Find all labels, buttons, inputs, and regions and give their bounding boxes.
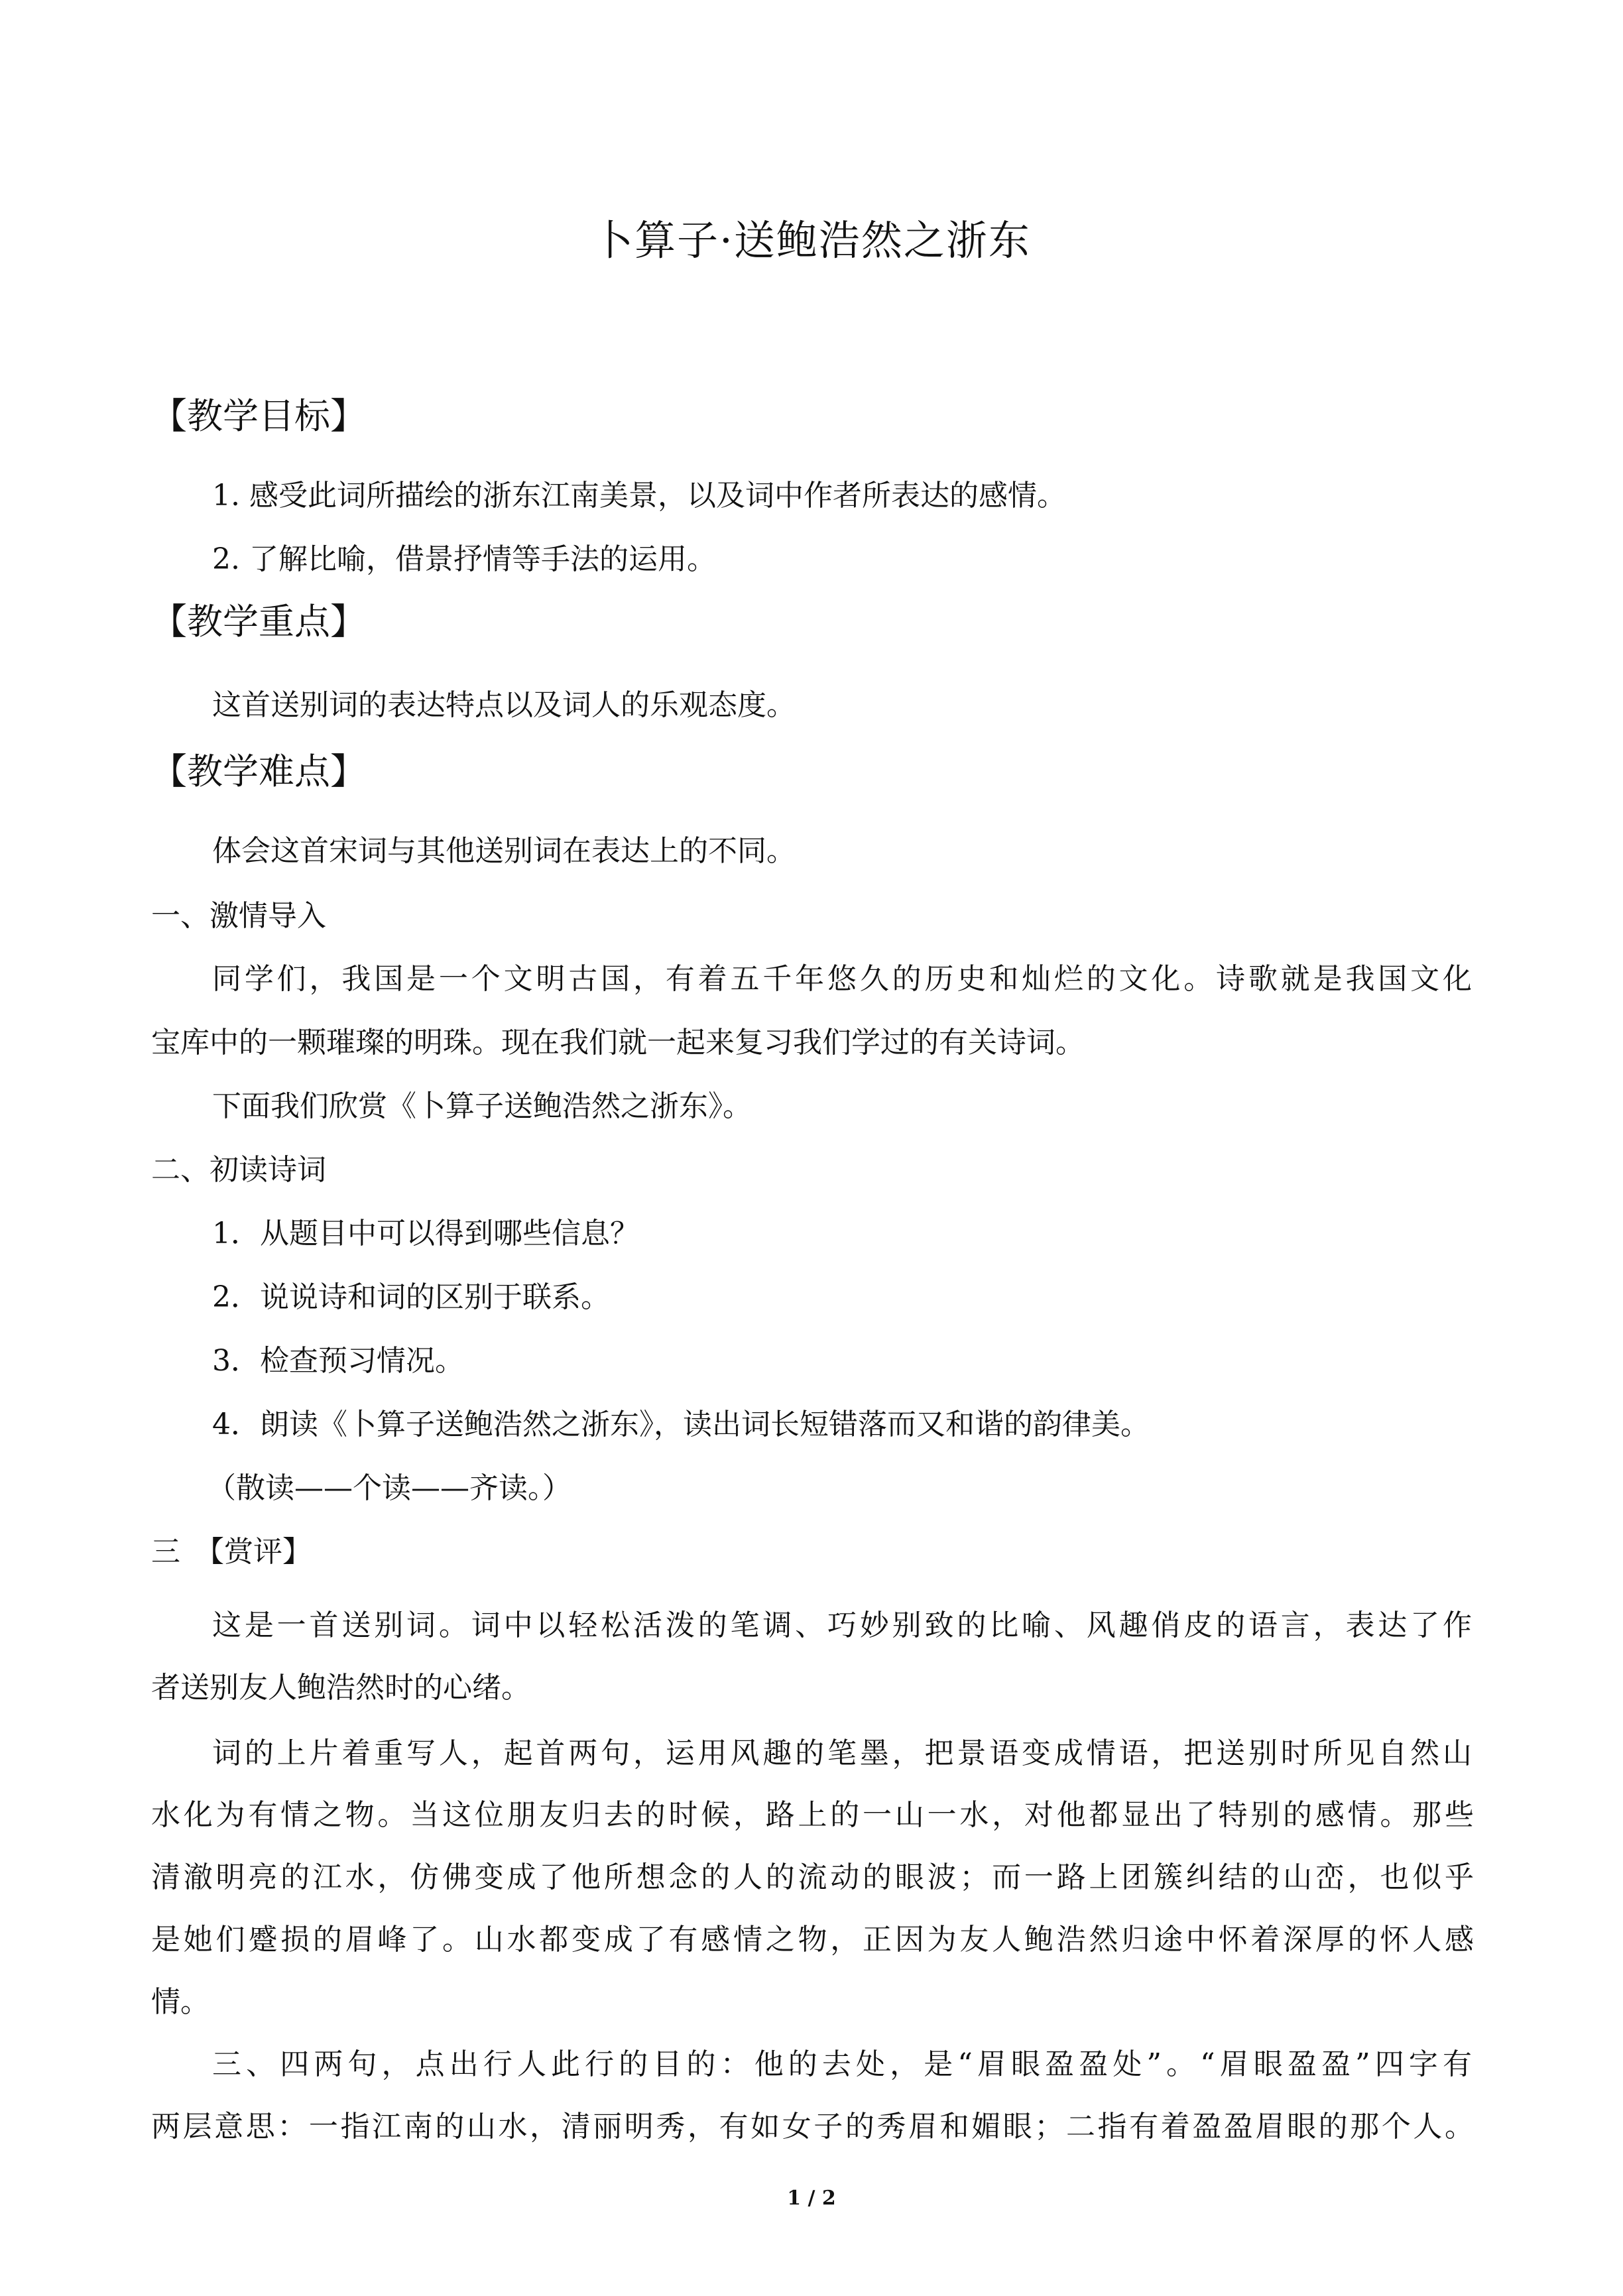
- key-points-text: 这首送别词的表达特点以及词人的乐观态度。: [212, 688, 796, 722]
- part2-note: （散读——个读——齐读。）: [207, 1471, 571, 1505]
- part2-item-2: 2．说说诗和词的区别于联系。: [212, 1280, 610, 1314]
- part3-p3-line1: 三、四两句，点出行人此行的目的：他的去处，是“眉眼盈盈处”。“眉眼盈盈”四字有: [212, 2047, 1472, 2081]
- difficulties-text: 体会这首宋词与其他送别词在表达上的不同。: [212, 834, 796, 868]
- page-number: 1 / 2: [787, 2187, 836, 2210]
- part2-item-1: 1．从题目中可以得到哪些信息？: [212, 1217, 639, 1250]
- difficulties-heading: 【教学难点】: [151, 751, 366, 792]
- part3-p3-line2: 两层意思：一指江南的山水，清丽明秀，有如女子的秀眉和媚眼；二指有着盈盈眉眼的那个人。: [151, 2110, 1474, 2144]
- objective-item-2: 2. 了解比喻，借景抒情等手法的运用。: [212, 542, 716, 576]
- objective-item-1: 1. 感受此词所描绘的浙东江南美景，以及词中作者所表达的感情。: [212, 479, 1066, 513]
- key-points-heading: 【教学重点】: [151, 601, 366, 642]
- part1-heading: 一、激情导入: [151, 899, 326, 933]
- part2-heading: 二、初读诗词: [151, 1153, 326, 1187]
- part3-heading: 三 【赏评】: [151, 1535, 312, 1569]
- part3-p2-line4: 是她们蹙损的眉峰了。山水都变成了有感情之物，正因为友人鲍浩然归途中怀着深厚的怀人感: [151, 1923, 1474, 1957]
- part3-p2-line5: 情。: [151, 1985, 210, 2019]
- part3-p1-line1: 这是一首送别词。词中以轻松活泼的笔调、巧妙别致的比喻、风趣俏皮的语言，表达了作: [212, 1608, 1472, 1642]
- part2-item-4: 4．朗读《卜算子送鲍浩然之浙东》，读出词长短错落而又和谐的韵律美。: [212, 1408, 1150, 1441]
- part1-para1-line2: 宝库中的一颗璀璨的明珠。现在我们就一起来复习我们学过的有关诗词。: [151, 1026, 1085, 1059]
- part2-item-3: 3．检查预习情况。: [212, 1344, 464, 1378]
- part3-p2-line3: 清澈明亮的江水，仿佛变成了他所想念的人的流动的眼波；而一路上团簇纠结的山峦，也似乎: [151, 1860, 1474, 1894]
- part3-p2-line2: 水化为有情之物。当这位朋友归去的时候，路上的一山一水，对他都显出了特别的感情。那些: [151, 1798, 1474, 1832]
- part1-para1-line1: 同学们，我国是一个文明古国，有着五千年悠久的历史和灿烂的文化。诗歌就是我国文化: [212, 962, 1472, 996]
- part3-p1-line2: 者送别友人鲍浩然时的心绪。: [151, 1671, 530, 1705]
- part1-para2: 下面我们欣赏《卜算子送鲍浩然之浙东》。: [212, 1089, 752, 1123]
- document-title: 卜算子·送鲍浩然之浙东: [592, 216, 1031, 265]
- objectives-heading: 【教学目标】: [151, 395, 366, 437]
- part3-p2-line1: 词的上片着重写人，起首两句，运用风趣的笔墨，把景语变成情语，把送别时所见自然山: [212, 1736, 1472, 1770]
